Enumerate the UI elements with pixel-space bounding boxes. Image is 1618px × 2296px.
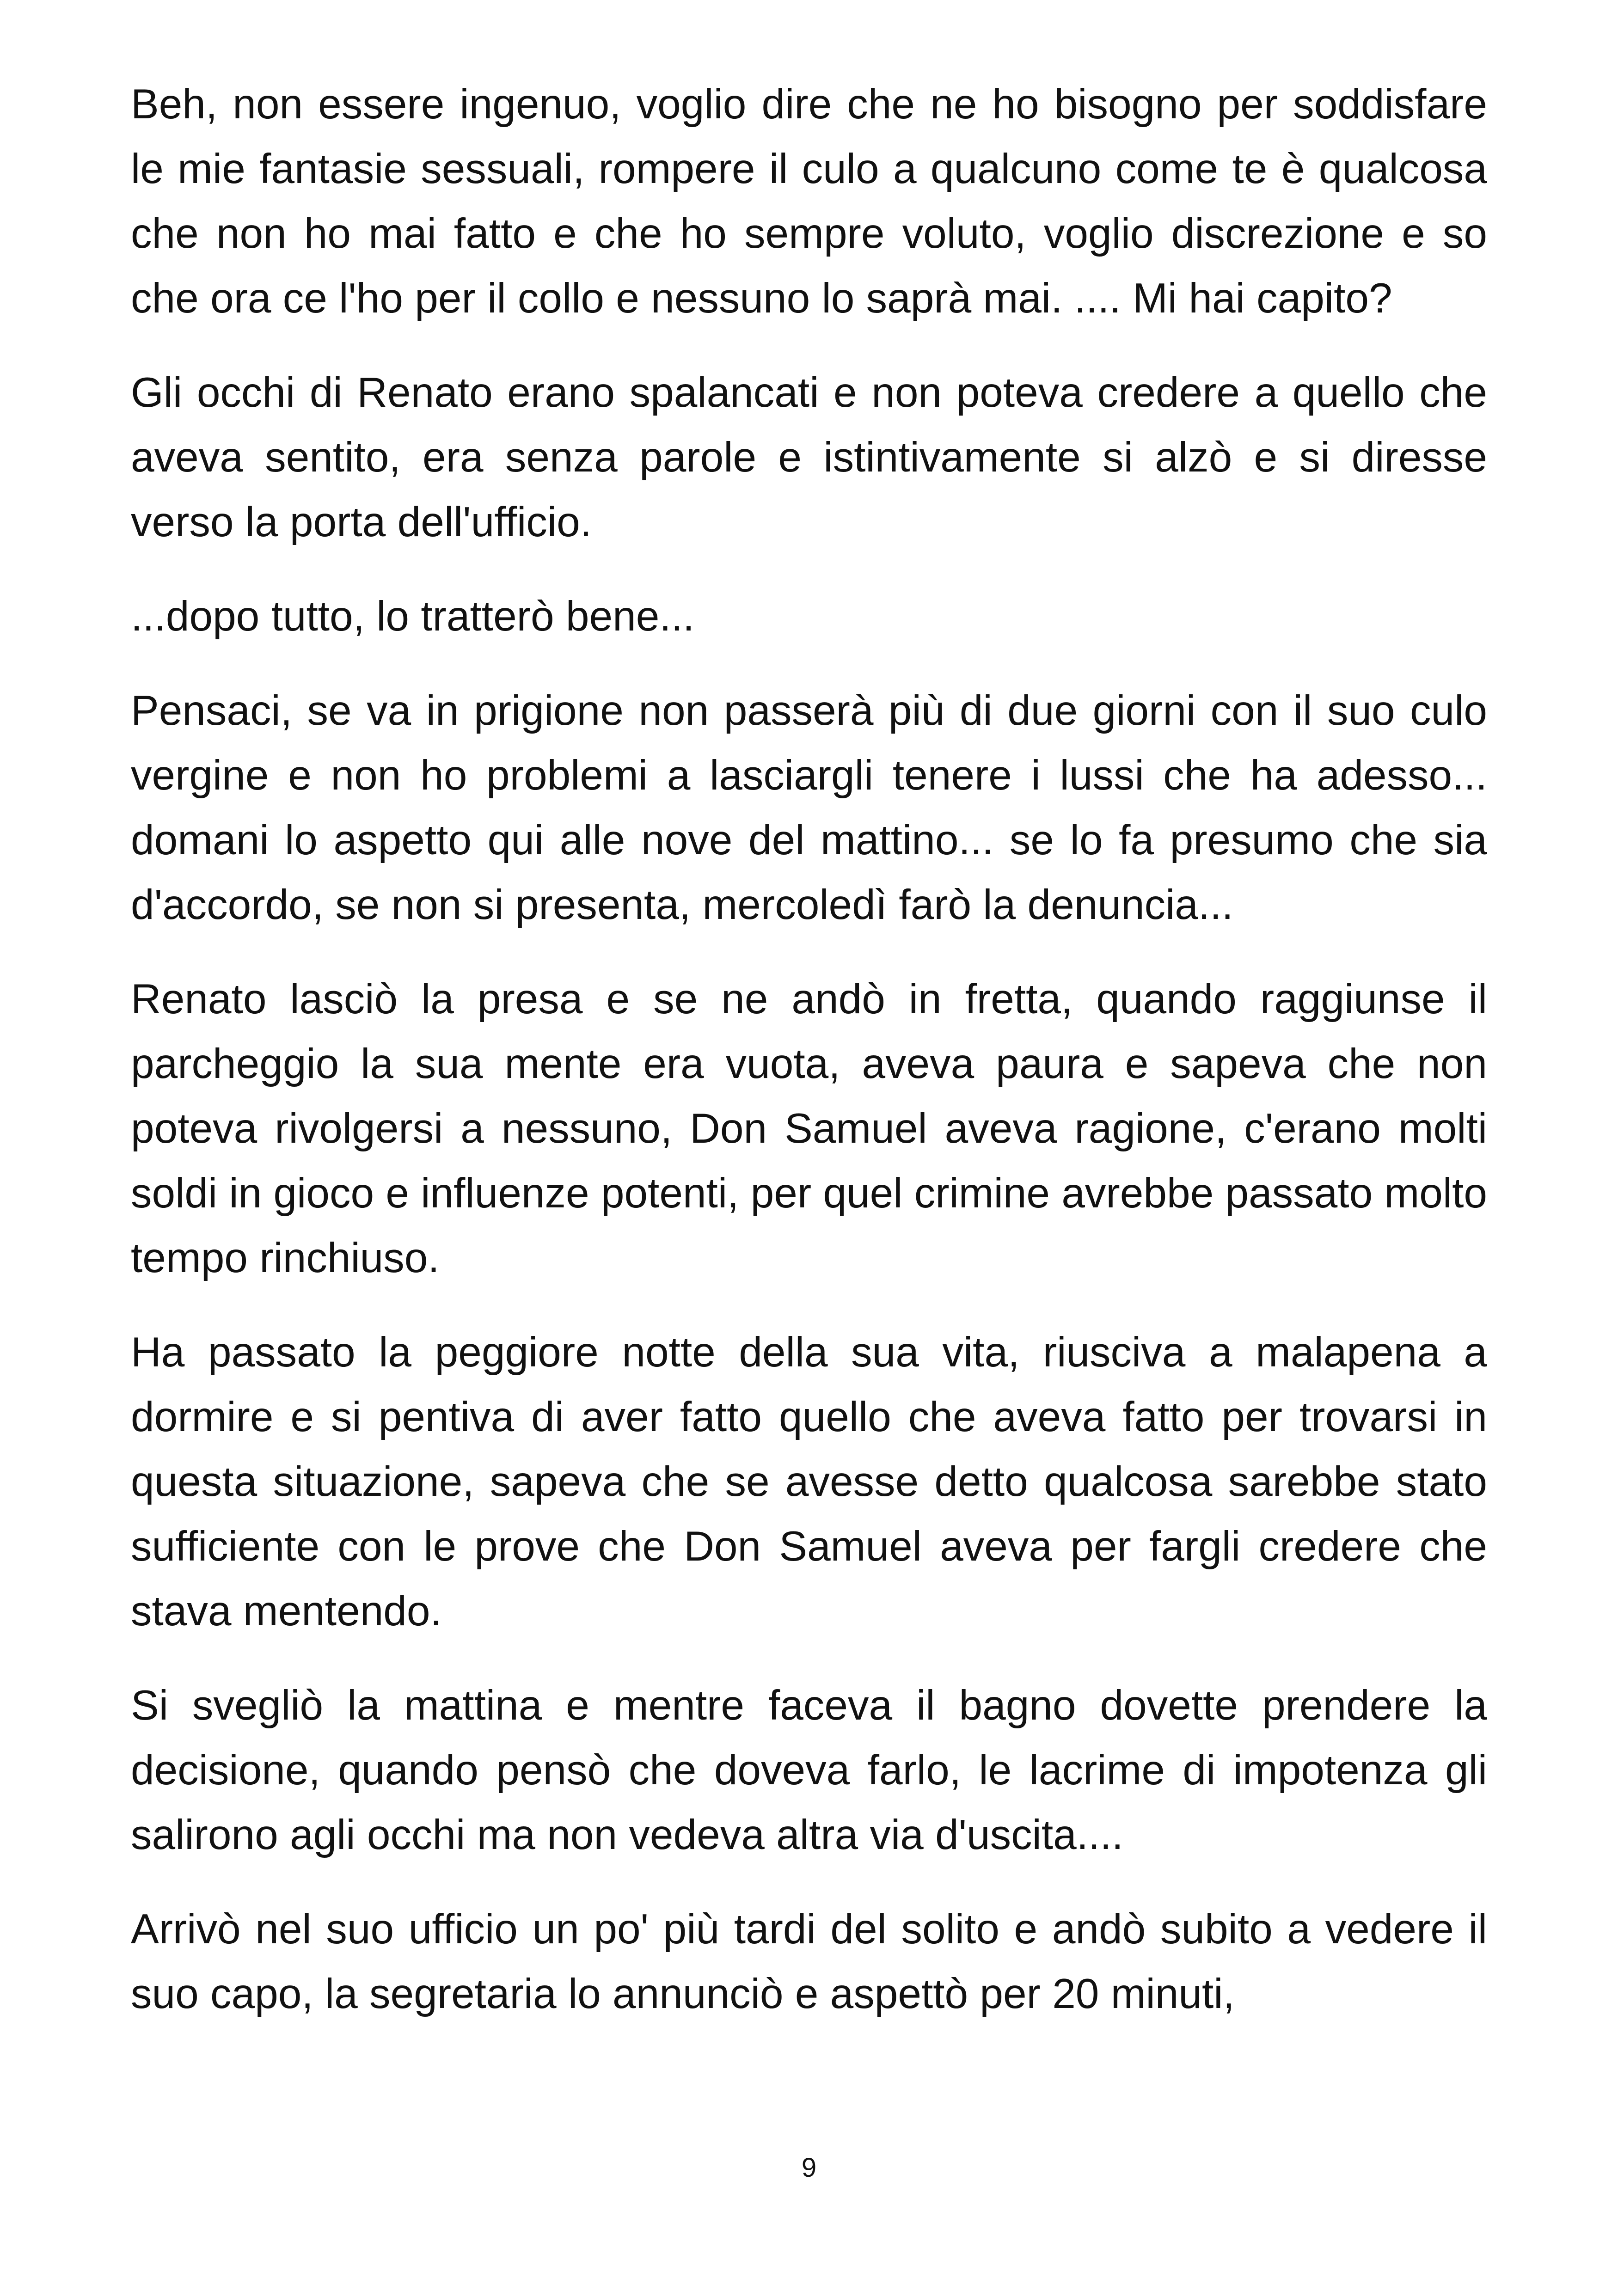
paragraph: Gli occhi di Renato erano spalancati e non poteva credere a quello che aveva sentito, era senza parole e istintivamente si alzò e si diresse verso la porta dell'ufficio. [131, 369, 1487, 545]
paragraph: Pensaci, se va in prigione non passerà più di due giorni con il suo culo vergine e non ho problemi a lasciargli tenere i lussi che ha adesso... domani lo aspetto qui alle nove del mattino... se lo fa presumo che sia d'accordo, se non si presenta, mercoledì farò la denuncia... [131, 687, 1487, 928]
paragraph: Arrivò nel suo ufficio un po' più tardi del solito e andò subito a vedere il suo capo, la segretaria lo annunciò e aspettò per 20 minuti, [131, 1906, 1487, 2017]
page-number: 9 [801, 2153, 817, 2183]
paragraph: Si svegliò la mattina e mentre faceva il bagno dovette prendere la decisione, quando pensò che doveva farlo, le lacrime di impotenza gli salirono agli occhi ma non vedeva altra via d'uscita.... [131, 1682, 1487, 1858]
page-body [131, 72, 1487, 2056]
paragraph: ...dopo tutto, lo tratterò bene... [131, 593, 695, 640]
paragraph: Ha passato la peggiore notte della sua vita, riusciva a malapena a dormire e si pentiva di aver fatto quello che aveva fatto per trovarsi in questa situazione, sapeva che se avesse detto qualcosa sarebbe stato sufficiente con le prove che Don Samuel aveva per fargli credere che stava mentendo. [131, 1329, 1487, 1635]
paragraph: Renato lasciò la presa e se ne andò in fretta, quando raggiunse il parcheggio la sua mente era vuota, aveva paura e sapeva che non poteva rivolgersi a nessuno, Don Samuel aveva ragione, c'erano molti soldi in gioco e influenze potenti, per quel crimine avrebbe passato molto tempo rinchiuso. [131, 976, 1487, 1281]
paragraph: Beh, non essere ingenuo, voglio dire che ne ho bisogno per soddisfare le mie fantasie sessuali, rompere il culo a qualcuno come te è qualcosa che non ho mai fatto e che ho sempre voluto, voglio discrezione e so che ora ce l'ho per il collo e nessuno lo saprà mai. .... Mi hai capito? [131, 81, 1487, 322]
